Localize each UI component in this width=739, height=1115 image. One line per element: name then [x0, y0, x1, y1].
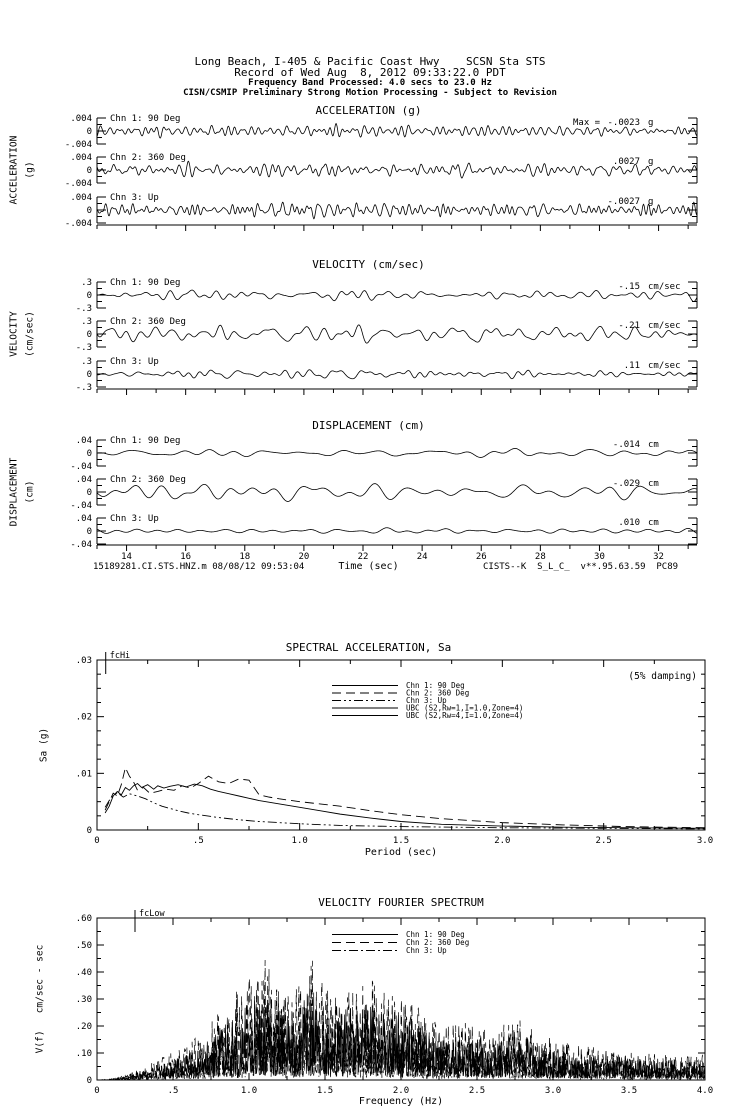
peak-unit: cm/sec [648, 282, 681, 292]
sa-series-1 [105, 784, 705, 829]
displacement-panel-title: DISPLACEMENT (cm) [312, 419, 425, 432]
peak-unit: g [648, 118, 654, 128]
frequency-axis-label: Frequency (Hz) [358, 1096, 444, 1107]
time-tick-label: 24 [416, 552, 428, 562]
velocity-axis-label: VELOCITY [8, 311, 20, 357]
y-tick-label: 0 [86, 127, 92, 137]
sa-axis-label: Sa (g) [38, 727, 50, 763]
velocity-axis-units: (cm/sec) [24, 311, 36, 357]
vf-axis-label: V(f) cm/sec - sec [34, 944, 46, 1054]
y-tick-label: .30 [75, 995, 92, 1005]
y-tick-label: 0 [86, 166, 92, 176]
y-tick-label: .60 [75, 914, 92, 924]
waveform-displacement-ch1 [97, 448, 697, 457]
y-tick-label: .40 [75, 968, 92, 978]
channel-label: Chn 1: 90 Deg [110, 114, 181, 124]
y-tick-label: 0 [86, 449, 92, 459]
x-tick-label: 2.5 [595, 836, 612, 846]
processing-code-text: CISTS--K S_L_C_ v**.95.63.59 PC89 [483, 562, 679, 572]
record-datetime-line: Record of Wed Aug 8, 2012 09:33:22.0 PDT [234, 66, 506, 79]
y-tick-label: -.04 [70, 540, 92, 550]
y-tick-label: .04 [75, 514, 92, 524]
time-tick-label: 30 [594, 552, 605, 562]
peak-value: .11 [623, 361, 640, 371]
y-tick-label: .01 [75, 769, 92, 780]
y-tick-label: -.3 [75, 304, 92, 314]
x-tick-label: 1.5 [392, 836, 410, 846]
x-tick-label: 3.0 [544, 1086, 562, 1096]
peak-unit: g [648, 157, 654, 167]
x-tick-label: .5 [167, 1086, 179, 1096]
peak-unit: g [648, 197, 654, 207]
frequency-band-line: Frequency Band Processed: 4.0 secs to 23.0 Hz [248, 78, 492, 88]
y-tick-label: .3 [81, 278, 92, 288]
x-tick-label: 0 [94, 1086, 100, 1096]
channel-label: Chn 2: 360 Deg [110, 475, 186, 485]
cutoff-annotation: fcHi [109, 651, 131, 661]
legend-label: Chn 2: 360 Deg [406, 938, 470, 947]
peak-value: -.15 [618, 282, 640, 292]
y-tick-label: .20 [75, 1022, 92, 1032]
y-tick-label: .3 [81, 357, 92, 367]
waveform-velocity-ch1 [97, 290, 697, 301]
fourier-spectrum-title: VELOCITY FOURIER SPECTRUM [318, 896, 484, 909]
peak-value: -.014 [612, 440, 640, 450]
peak-prefix: Max = [573, 118, 601, 128]
legend-label: Chn 2: 360 Deg [406, 688, 470, 698]
y-tick-label: -.004 [64, 179, 92, 189]
legend-label: Chn 1: 90 Deg [406, 930, 465, 939]
channel-label: Chn 1: 90 Deg [110, 436, 181, 446]
time-tick-label: 26 [475, 552, 487, 562]
legend-label: Chn 1: 90 Deg [406, 681, 465, 690]
waveform-velocity-ch2 [97, 325, 697, 343]
peak-value: .010 [618, 518, 640, 528]
channel-label: Chn 3: Up [110, 193, 159, 203]
y-tick-label: .3 [81, 317, 92, 327]
legend-label: Chn 3: Up [406, 696, 447, 705]
time-tick-label: 16 [180, 552, 192, 562]
time-axis-label: Time (sec) [338, 561, 399, 572]
velocity-panel-title: VELOCITY (cm/sec) [312, 258, 425, 271]
sa-series-2 [105, 768, 705, 828]
displacement-axis-label: DISPLACEMENT [8, 457, 20, 527]
y-tick-label: .04 [75, 436, 92, 446]
peak-unit: cm [648, 440, 659, 450]
displacement-axis-units: (cm) [24, 480, 36, 504]
spectral-acceleration-title: SPECTRAL ACCELERATION, Sa [285, 641, 452, 654]
channel-label: Chn 2: 360 Deg [110, 317, 186, 327]
peak-value: -.029 [612, 479, 640, 489]
peak-value: -.0027 [607, 197, 640, 207]
plot-frame [97, 660, 705, 830]
y-tick-label: 0 [86, 206, 92, 216]
channel-label: Chn 3: Up [110, 357, 159, 367]
peak-unit: cm [648, 479, 659, 489]
x-tick-label: .5 [192, 836, 204, 846]
cutoff-annotation: fcLow [139, 909, 165, 919]
acceleration-panel-title: ACCELERATION (g) [315, 104, 422, 117]
x-tick-label: 2.5 [468, 1086, 486, 1096]
y-tick-label: 0 [86, 291, 92, 301]
time-tick-label: 18 [239, 552, 251, 562]
x-tick-label: 4.0 [696, 1086, 714, 1096]
y-tick-label: .004 [70, 153, 92, 163]
y-tick-label: 0 [86, 826, 92, 836]
x-tick-label: 2.0 [392, 1086, 410, 1096]
x-tick-label: 1.0 [291, 836, 308, 846]
y-tick-label: .004 [70, 193, 92, 203]
x-tick-label: 1.0 [240, 1086, 258, 1096]
peak-unit: cm/sec [648, 361, 681, 371]
channel-label: Chn 2: 360 Deg [110, 153, 186, 163]
y-tick-label: -.3 [75, 383, 92, 393]
legend-label: UBC (S2,Rw=4,I=1.0,Zone=4) [406, 711, 524, 720]
x-tick-label: 0 [94, 836, 100, 846]
period-axis-label: Period (sec) [364, 847, 438, 858]
waveform-acceleration-ch2 [97, 161, 697, 178]
y-tick-label: -.004 [64, 219, 92, 229]
y-tick-label: .03 [75, 656, 92, 666]
channel-label: Chn 3: Up [110, 514, 159, 524]
record-id-text: 15189281.CI.STS.HNZ.m 08/08/12 09:53:04 [93, 562, 305, 572]
peak-unit: cm [648, 518, 659, 528]
y-tick-label: -.3 [75, 343, 92, 353]
peak-value: .0027 [612, 157, 640, 167]
y-tick-label: 0 [86, 527, 92, 537]
waveform-velocity-ch3 [97, 370, 697, 379]
peak-value: -.21 [618, 321, 640, 331]
acceleration-axis-label: ACCELERATION [8, 135, 20, 205]
station-title-line: Long Beach, I-405 & Pacific Coast Hwy SCSN Sta STS [194, 55, 546, 68]
processing-disclaimer-line: CISN/CSMIP Preliminary Strong Motion Processing - Subject to Revision [183, 88, 557, 98]
y-tick-label: -.004 [64, 140, 92, 150]
y-tick-label: 0 [86, 370, 92, 380]
peak-unit: cm/sec [648, 321, 681, 331]
x-tick-label: 2.0 [494, 836, 511, 846]
y-tick-label: .04 [75, 475, 92, 485]
y-tick-label: -.04 [70, 501, 92, 511]
y-tick-label: .02 [75, 712, 92, 723]
waveform-displacement-ch3 [97, 528, 697, 534]
legend-label: Chn 3: Up [406, 946, 447, 955]
peak-value: -.0023 [607, 118, 640, 128]
x-tick-label: 1.5 [316, 1086, 334, 1096]
damping-note: (5% damping) [628, 671, 697, 682]
y-tick-label: 0 [86, 1076, 92, 1086]
time-tick-label: 32 [653, 552, 664, 562]
y-tick-label: 0 [86, 330, 92, 340]
time-tick-label: 22 [357, 552, 369, 562]
acceleration-axis-units: (g) [24, 161, 36, 179]
waveform-displacement-ch2 [97, 484, 697, 502]
time-tick-label: 28 [534, 552, 546, 562]
time-tick-label: 20 [298, 552, 310, 562]
channel-label: Chn 1: 90 Deg [110, 278, 181, 288]
legend-label: UBC (S2,Rw=1,I=1.0,Zone=4) [406, 703, 524, 713]
sa-series-3 [105, 793, 705, 829]
time-tick-label: 14 [121, 552, 132, 562]
y-tick-label: .50 [75, 941, 92, 951]
y-tick-label: .004 [70, 114, 92, 124]
y-tick-label: 0 [86, 488, 92, 498]
y-tick-label: -.04 [70, 462, 92, 472]
x-tick-label: 3.5 [620, 1086, 638, 1096]
y-tick-label: .10 [75, 1049, 92, 1059]
x-tick-label: 3.0 [696, 836, 714, 846]
sa-series-5 [105, 0, 705, 422]
